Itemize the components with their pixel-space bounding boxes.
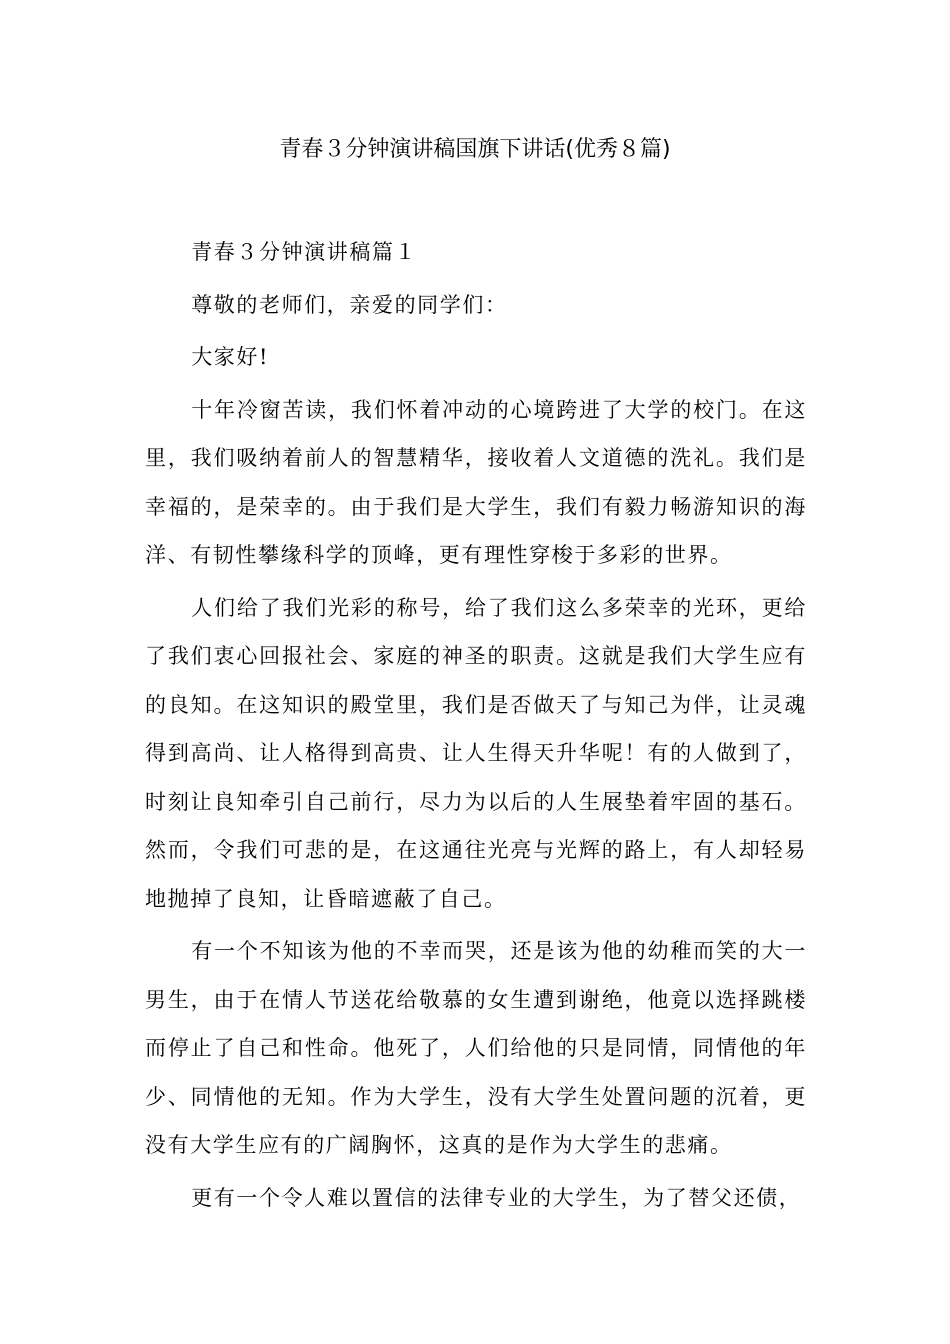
body-paragraph: 更有一个令人难以置信的法律专业的大学生，为了替父还债， [191, 1185, 802, 1210]
salutation: 尊敬的老师们，亲爱的同学们： [191, 292, 508, 317]
body-paragraph: 有一个不知该为他的不幸而哭，还是该为他的幼稚而笑的大一男生，由于在情人节送花给敬慕的女生遭到谢绝，他竟以选择跳楼而停止了自己和性命。他死了，人们给他的只是同情，同情他的年少、同情他的无知。作为大学生，没有大学生处置问题的沉着，更没有大学生应有的广阔胸怀，这真的是作为大学生的悲痛。 [145, 939, 807, 1157]
greeting: 大家好! [191, 345, 270, 369]
document-body [145, 228, 807, 1226]
body-paragraph: 人们给了我们光彩的称号，给了我们这么多荣幸的光环，更给了我们衷心回报社会、家庭的神圣的职责。这就是我们大学生应有的良知。在这知识的殿堂里，我们是否做天了与知己为伴，让灵魂得到高尚、让人格得到高贵、让人生得天升华呢！有的人做到了，时刻让良知牵引自己前行，尽力为以后的人生展垫着牢固的基石。然而，令我们可悲的是，在这通往光亮与光辉的路上，有人却轻易地抛掉了良知，让昏暗遮蔽了自己。 [145, 595, 807, 911]
body-paragraph: 十年冷窗苦读，我们怀着冲动的心境跨进了大学的校门。在这里，我们吸纳着前人的智慧精华，接收着人文道德的洗礼。我们是幸福的，是荣幸的。由于我们是大学生，我们有毅力畅游知识的海洋、有韧性攀缘科学的顶峰，更有理性穿梭于多彩的世界。 [145, 397, 807, 567]
section-heading: 青春３分钟演讲稿篇１ [191, 240, 418, 264]
document-title: 青春３分钟演讲稿国旗下讲话(优秀８篇) [279, 137, 671, 162]
